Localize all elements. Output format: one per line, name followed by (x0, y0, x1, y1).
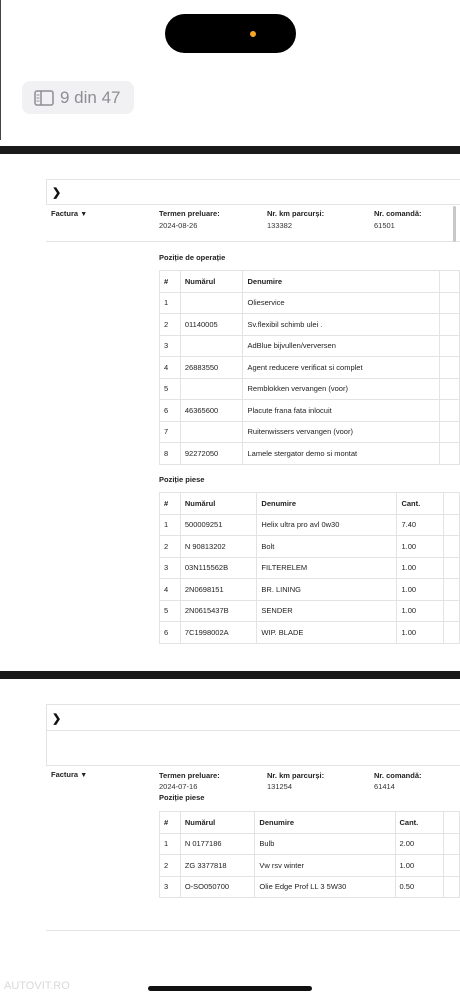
header-cell: Numărul (180, 493, 257, 515)
cell-index: 4 (160, 357, 181, 379)
cell-empty (444, 855, 460, 877)
cell-empty (444, 514, 460, 536)
divider (46, 241, 460, 242)
cell-empty (444, 557, 460, 579)
chevron-down-icon[interactable]: ❯ (52, 187, 62, 199)
km-value: 133382 (267, 221, 293, 230)
table-row (160, 400, 460, 422)
cell-index: 6 (160, 622, 181, 644)
comanda-value: 61501 (374, 221, 395, 230)
cell-name: FILTERELEM (257, 557, 397, 579)
cell-number: N 90813202 (180, 536, 257, 558)
cell-number: 2N0698151 (180, 579, 257, 601)
comanda-label: Nr. comandă: (374, 209, 422, 218)
factura-toggle[interactable] (51, 770, 87, 779)
cell-index: 2 (160, 536, 181, 558)
cell-name: Sv.flexibil schimb ulei . (243, 314, 440, 336)
comanda-value: 61414 (374, 782, 395, 791)
header-cell: Denumire (257, 493, 397, 515)
dynamic-island (165, 14, 296, 53)
cell-number: 92272050 (180, 443, 243, 465)
cell-index: 7 (160, 421, 181, 443)
table-row (160, 314, 460, 336)
cell-quantity: 1.00 (395, 855, 444, 877)
cell-empty (444, 579, 460, 601)
collapse-bar (46, 179, 460, 205)
cell-index: 3 (160, 876, 181, 898)
recording-indicator-icon (250, 31, 256, 37)
cell-quantity: 1.00 (397, 600, 444, 622)
cell-number: 2N0615437B (180, 600, 257, 622)
cell-empty (440, 421, 460, 443)
cell-name: BR. LINING (257, 579, 397, 601)
page-counter[interactable] (22, 81, 134, 114)
chevron-down-icon: ▼ (80, 772, 88, 779)
cell-name: Bulb (255, 833, 395, 855)
cell-name: SENDER (257, 600, 397, 622)
divider (46, 930, 460, 931)
header-cell (440, 271, 460, 293)
termen-label: Termen preluare: (159, 209, 220, 218)
cell-quantity: 7.40 (397, 514, 444, 536)
cell-number (180, 292, 243, 314)
watermark: AUTOVIT.RO (4, 980, 70, 992)
parts-table (159, 492, 460, 644)
cell-quantity: 0.50 (395, 876, 444, 898)
header-cell: Denumire (243, 271, 440, 293)
table-row (160, 335, 460, 357)
cell-number: ZG 3377818 (180, 855, 255, 877)
cell-quantity: 1.00 (397, 622, 444, 644)
cell-empty (444, 622, 460, 644)
cell-empty (444, 876, 460, 898)
header-cell: Numărul (180, 271, 243, 293)
table-row (160, 514, 460, 536)
cell-number: 46365600 (180, 400, 243, 422)
factura-label: Factura (51, 209, 79, 218)
cell-index: 1 (160, 292, 181, 314)
table-row (160, 443, 460, 465)
cell-empty (440, 357, 460, 379)
cell-index: 3 (160, 335, 181, 357)
left-edge-line (0, 0, 1, 140)
cell-number: 7C1998002A (180, 622, 257, 644)
header-cell: Cant. (395, 812, 444, 834)
factura-toggle[interactable] (51, 209, 87, 218)
cell-name: Bolt (257, 536, 397, 558)
parts-title: Poziție piese (159, 475, 205, 484)
cell-number: 03N115562B (180, 557, 257, 579)
table-row (160, 421, 460, 443)
cell-name: Olieservice (243, 292, 440, 314)
cell-quantity: 1.00 (397, 557, 444, 579)
cell-index: 1 (160, 833, 181, 855)
table-header-row (160, 271, 460, 293)
cell-number: 01140005 (180, 314, 243, 336)
operations-table (159, 270, 460, 465)
page-separator (0, 671, 460, 679)
km-label: Nr. km parcurși: (267, 771, 325, 780)
cell-number (180, 378, 243, 400)
header-cell: Cant. (397, 493, 444, 515)
km-label: Nr. km parcurși: (267, 209, 325, 218)
chevron-down-icon: ▼ (80, 211, 88, 218)
table-row (160, 622, 460, 644)
cell-index: 5 (160, 378, 181, 400)
cell-name: Agent reducere verificat si complet (243, 357, 440, 379)
cell-empty (444, 600, 460, 622)
header-cell (444, 493, 460, 515)
header-cell (444, 812, 460, 834)
cell-empty (444, 536, 460, 558)
cell-empty (444, 833, 460, 855)
table-header-row (160, 493, 460, 515)
termen-value: 2024-08-26 (159, 221, 198, 230)
sidebar-icon (34, 90, 54, 106)
header-cell: # (160, 812, 181, 834)
cell-index: 3 (160, 557, 181, 579)
cell-empty (440, 314, 460, 336)
page-separator (0, 146, 460, 154)
scrollbar[interactable] (453, 206, 456, 242)
cell-name: WIP. BLADE (257, 622, 397, 644)
cell-name: Lamele stergator demo si montat (243, 443, 440, 465)
cell-index: 8 (160, 443, 181, 465)
header-cell: Numărul (180, 812, 255, 834)
parts-title: Poziție piese (159, 793, 205, 802)
cell-quantity: 2.00 (395, 833, 444, 855)
factura-label: Factura (51, 770, 79, 779)
collapse-bar (46, 704, 460, 766)
cell-name: Ruitenwissers vervangen (voor) (243, 421, 440, 443)
cell-index: 2 (160, 314, 181, 336)
cell-index: 6 (160, 400, 181, 422)
termen-value: 2024-07-16 (159, 782, 198, 791)
table-row (160, 536, 460, 558)
table-row (160, 855, 460, 877)
table-row (160, 557, 460, 579)
cell-index: 2 (160, 855, 181, 877)
cell-index: 5 (160, 600, 181, 622)
table-row (160, 579, 460, 601)
cell-name: Vw rsv winter (255, 855, 395, 877)
home-indicator[interactable] (148, 986, 312, 991)
cell-name: Olie Edge Prof LL 3 5W30 (255, 876, 395, 898)
table-row (160, 357, 460, 379)
cell-empty (440, 400, 460, 422)
comanda-label: Nr. comandă: (374, 771, 422, 780)
header-cell: # (160, 493, 181, 515)
operations-title: Poziție de operație (159, 253, 226, 262)
table-row (160, 833, 460, 855)
cell-empty (440, 378, 460, 400)
parts-table (159, 811, 460, 898)
header-cell: # (160, 271, 181, 293)
table-row (160, 600, 460, 622)
table-row (160, 876, 460, 898)
cell-empty (440, 443, 460, 465)
cell-name: Placute frana fata inlocuit (243, 400, 440, 422)
cell-number: 500009251 (180, 514, 257, 536)
cell-number: N 0177186 (180, 833, 255, 855)
table-row (160, 292, 460, 314)
cell-name: Remblokken vervangen (voor) (243, 378, 440, 400)
cell-name: AdBlue bijvullen/verversen (243, 335, 440, 357)
page-counter-label: 9 din 47 (60, 87, 121, 107)
cell-quantity: 1.00 (397, 536, 444, 558)
cell-number: 26883550 (180, 357, 243, 379)
table-row (160, 378, 460, 400)
cell-quantity: 1.00 (397, 579, 444, 601)
table-header-row (160, 812, 460, 834)
chevron-down-icon[interactable]: ❯ (52, 713, 62, 725)
cell-name: Helix ultra pro avl 0w30 (257, 514, 397, 536)
header-cell: Denumire (255, 812, 395, 834)
cell-index: 1 (160, 514, 181, 536)
cell-number (180, 335, 243, 357)
cell-empty (440, 292, 460, 314)
cell-number: O-SO050700 (180, 876, 255, 898)
cell-index: 4 (160, 579, 181, 601)
cell-number (180, 421, 243, 443)
cell-empty (440, 335, 460, 357)
km-value: 131254 (267, 782, 293, 791)
termen-label: Termen preluare: (159, 771, 220, 780)
divider (46, 730, 460, 731)
